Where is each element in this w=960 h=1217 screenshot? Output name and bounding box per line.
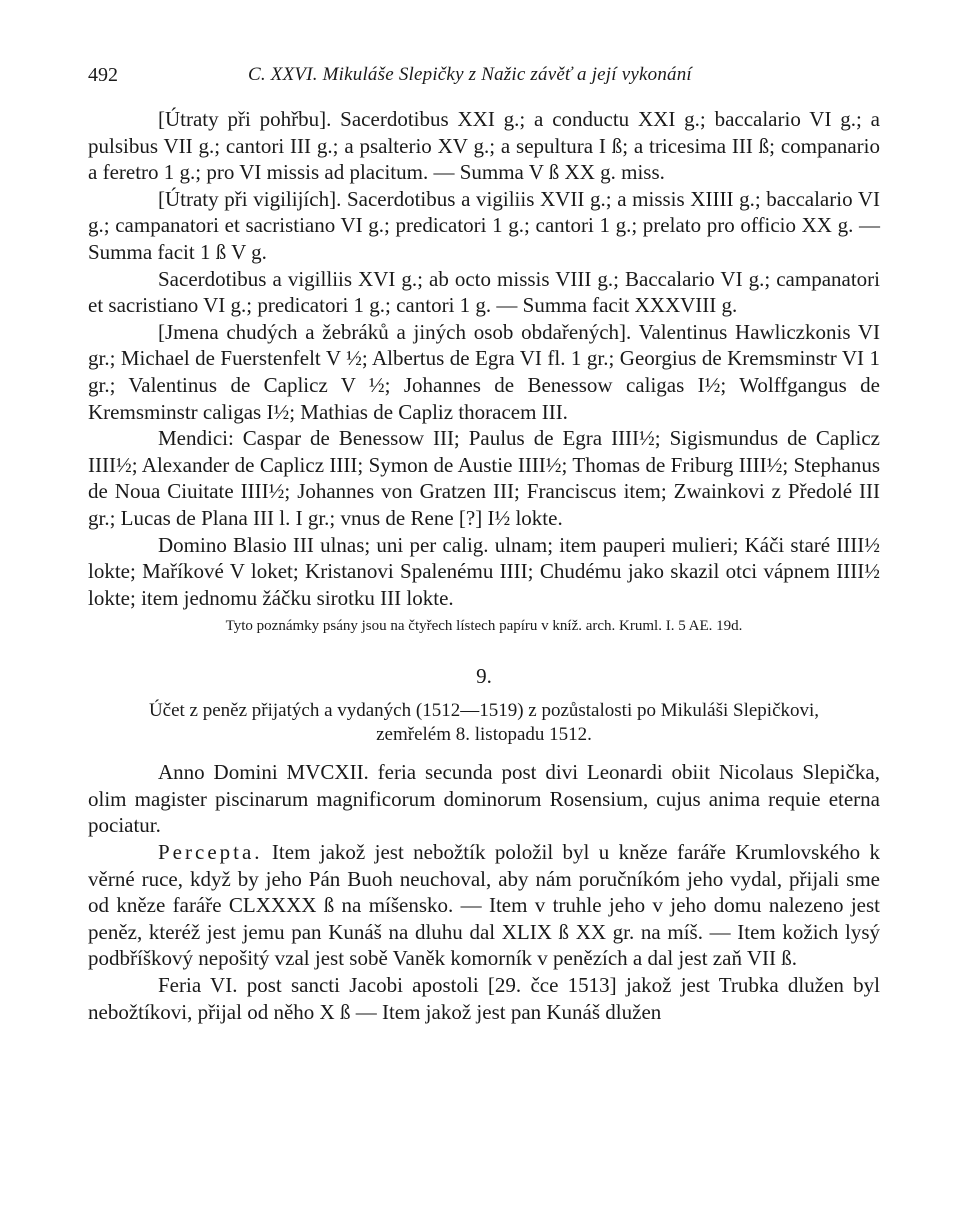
percepta-label: Percepta. (158, 840, 263, 865)
percepta-text: Item jakož jest nebožtík položil byl u kněze faráře Krumlovského k věrné ruce, když by jeho Pán Buoh neuchoval, aby nám poručníkóm jeho vydal, přijali sme od kněze faráře CLXXXX ß na míšensko. — Item v truhle jeho v jeho domu nalezeno jest peněz, kteréž jest jemu pan Kunáš na dluhu dal XLIX ß XX gr. na míš. — Item kožich lysý podbříškový nepošitý vzal jest sobě Vaněk komorník v penězích a dal jest zaň VII ß. (88, 840, 880, 971)
section-title-line1: Účet z peněz přijatých a vydaných (1512—1519) z pozůstalosti po Mikuláši Slepičkovi, (148, 700, 820, 722)
paragraph-feria: Feria VI. post sancti Jacobi apostoli [29. čce 1513] jakož jest Trubka dlužen byl nebožtíkovi, přijal od něho X ß — Item jakož jest pan Kunáš dlužen (88, 973, 880, 1024)
running-title: C. XXVI. Mikuláše Slepičky z Nažic závěť a její vykonání (248, 64, 692, 85)
paragraph-vigil-costs-second: Sacerdotibus a vigilliis XVI g.; ab octo missis VIII g.; Baccalario VI g.; campanatori et sacristiano VI g.; predicatori 1 g.; cantori 1 g. — Summa facit XXXVIII g. (88, 266, 880, 318)
paragraph-beggars: Mendici: Caspar de Benessow III; Paulus de Egra IIII½; Sigismundus de Caplicz IIII½; Alexander de Caplicz IIII; Symon de Austie IIII½; Thomas de Friburg IIII½; Stephanus de Noua Ciuitate IIII½; Johannes von Gratzen III; Franciscus item; Zwainkovi z Předolé III gr.; Lucas de Plana III l. I gr.; vnus de Rene [?] I½ lokte. (88, 426, 880, 530)
page (88, 60, 880, 1025)
paragraph-vigil-costs: [Útraty při vigilijích]. Sacerdotibus a vigiliis XVII g.; a missis XIIII g.; baccalario VI g.; campanatori et sacristiano VI g.; predicatori 1 g.; cantori 1 g.; prelato pro officio XX g. — Summa facit 1 ß V g. (88, 186, 880, 264)
section-number: 9. (476, 664, 492, 689)
page-number: 492 (88, 64, 118, 86)
paragraph-percepta (88, 839, 880, 972)
running-head (88, 60, 880, 94)
paragraph-cloth-gifts: Domino Blasio III ulnas; uni per calig. ulnam; item pauperi mulieri; Káči staré IIII½ lokte; Maříkové V loket; Kristanovi Spalenému IIII; Chudému jako skazil otci vápnem IIII½ lokte; item jednomu žáčku sirotku III lokte. (88, 532, 880, 610)
archival-note: Tyto poznámky psány jsou na čtyřech lístech papíru v kníž. arch. Kruml. I. 5 AE. 19d. (225, 618, 743, 635)
section-title-line2: zemřelém 8. listopadu 1512. (376, 724, 592, 746)
paragraph-poor-persons: [Jmena chudých a žebráků a jiných osob obdařených]. Valentinus Hawliczkonis VI gr.; Michael de Fuerstenfelt V ½; Albertus de Egra VI fl. 1 gr.; Georgius de Kremsminstr VI 1 gr.; Valentinus de Caplicz V ½; Johannes de Benessow caligas I½; Wolffgangus de Kremsminstr caligas I½; Mathias de Capliz thoracem III. (88, 319, 880, 424)
section-title (88, 699, 880, 747)
paragraph-funeral-costs: [Útraty při pohřbu]. Sacerdotibus XXI g.; a conductu XXI g.; baccalario VI g.; a pulsibus VII g.; cantori III g.; a psalterio XV g.; a sepultura I ß; a tricesima III ß; companario a feretro 1 g.; pro VI missis ad placitum. — Summa V ß XX g. miss. (88, 107, 880, 185)
paragraph-anno-domini: Anno Domini MVCXII. feria secunda post divi Leonardi obiit Nicolaus Slepička, olim magister piscinarum magnificorum dominorum Rosensium, cujus anima requie eterna pociatur. (88, 760, 880, 838)
